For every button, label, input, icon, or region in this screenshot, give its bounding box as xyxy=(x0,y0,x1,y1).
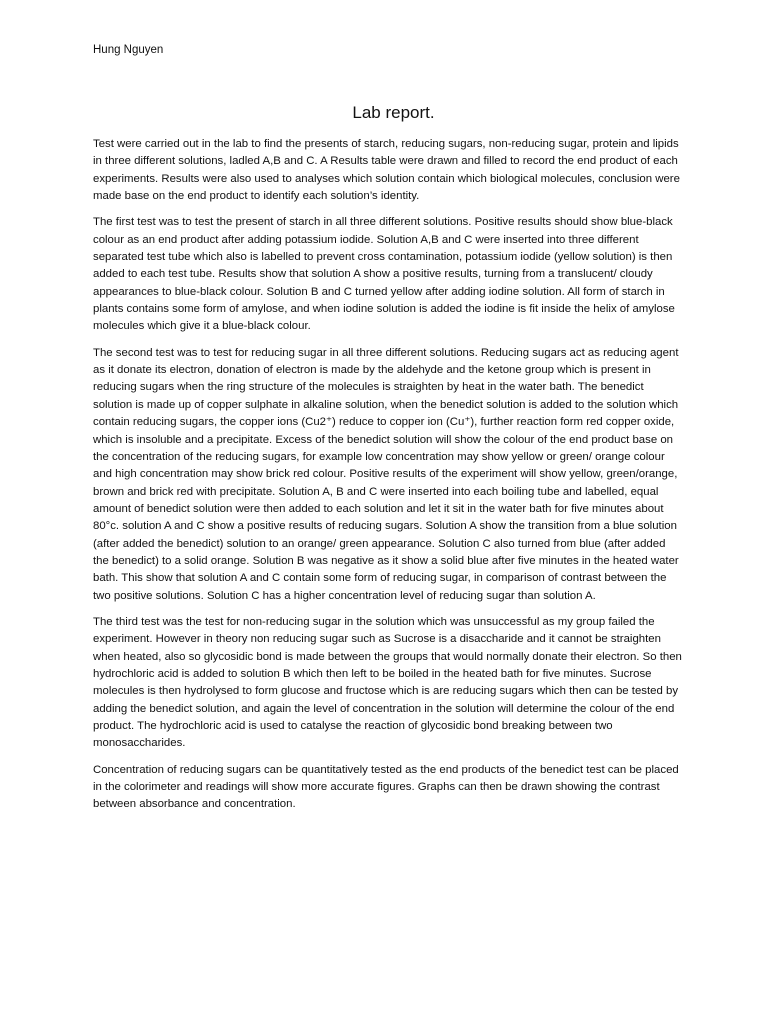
paragraph-starch-test: The first test was to test the present of starch in all three different solutions. Positive results should show blue-black colour as an end product after adding potassium iodide. Solution A,B and C were inserted into three different separated test tube which also is labelled to prevent cross contamination, potassium iodide (yellow solution) is then added to each test tube. Results show that solution A show a positive results, turning from a translucent/ cloudy appearances to blue-black colour. Solution B and C turned yellow after adding iodine solution. All form of starch in plants contains some form of amylose, and when iodine solution is added the iodine is fit inside the helix of amylose molecules which give it a blue-black colour. xyxy=(93,216,675,333)
paragraph-concentration: Concentration of reducing sugars can be quantitatively tested as the end products of the benedict test can be placed in the colorimeter and readings will show more accurate figures. Graphs can then be drawn showing the contrast between absorbance and concentration. xyxy=(93,763,679,811)
paragraph-non-reducing-sugar-test: The third test was the test for non-reducing sugar in the solution which was unsuccessful as my group failed the experiment. However in theory non reducing sugar such as Sucrose is a disaccharide and it cannot be straighten when heated, also so glycosidic bond is made between the groups that would normally donate their electron. So then hydrochloric acid is added to solution B which then left to be boiled in the heated bath for five minutes. Sucrose molecules is then hydrolysed to form glucose and fructose which is are reducing sugars which then can be tested by adding the benedict solution, and again the level of concentration in the solution will determine the colour of the end product. The hydrochloric acid is used to catalyse the reaction of glycosidic bond breaking between two monosaccharides. xyxy=(93,615,682,750)
author-name: Hung Nguyen xyxy=(93,44,164,56)
paragraph-intro: Test were carried out in the lab to find the presents of starch, reducing sugars, non-reducing sugar, protein and lipids in three different solutions, ladled A,B and C. A Results table were drawn and filled to record the end product of each experiments. Results were also used to analyses which solution contain which biological molecules, conclusion were made base on the end product to identify each solution’s identity. xyxy=(93,138,680,203)
document-title: Lab report. xyxy=(352,103,435,122)
paragraph-reducing-sugar-test: The second test was to test for reducing sugar in all three different solutions. Reducing sugars act as reducing agent as it donate its electron, donation of electron is made by the aldehyde and the ketone group which is present in reducing sugars when the ring structure of the molecules is straighten by heat in the water bath. The benedict solution is made up of copper sulphate in alkaline solution, when the benedict solution is added to the solution which contain reducing sugars, the copper ions (Cu2⁺) reduce to copper ion (Cu⁺), further reaction form red copper oxide, which is insoluble and a precipitate. Excess of the benedict solution will show the colour of the end product base on the concentration of the reducing sugars, for example low concentration may show yellow or green/ orange colour and high concentration may show brick red colour. Positive results of the experiment will show yellow, green/orange, brown and brick red with precipitate. Solution A, B and C were inserted into each boiling tube and labelled, equal amount of benedict solution were then added to each solution and let it sit in the water bath for five minutes about 80°c. solution A and C show a positive results of reducing sugars. Solution A show the transition from a blue solution (after added the benedict) solution to an orange/ green appearance. Solution C also turned from blue (after added the benedict) to a solid orange. Solution B was negative as it show a solid blue after five minutes in the heated water bath. This show that solution A and C contain some form of reducing sugar, in comparison of contrast between the two positive solutions. Solution C has a higher concentration level of reducing sugar than solution A. xyxy=(93,346,679,602)
document-body xyxy=(93,136,684,814)
